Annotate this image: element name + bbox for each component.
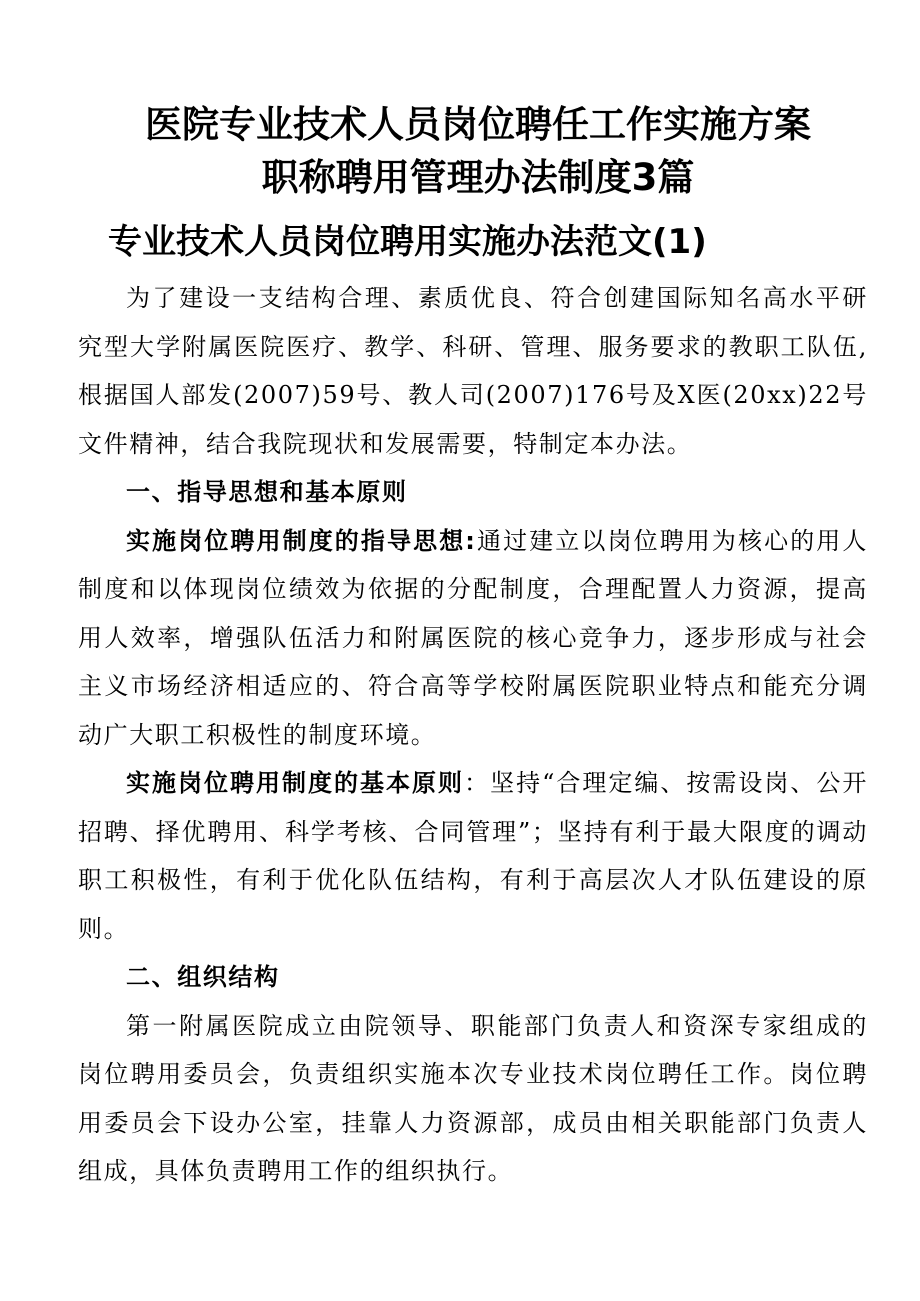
guiding-ideology-text: 通过建立以岗位聘用为核心的用人制度和以体现岗位绩效为依据的分配制度，合理配置人力资源，提高用人效率，增强队伍活力和附属医院的核心竞争力，逐步形成与社会主义市场经济相适应的、符合高等学校附属医院职业特点和能充分调动广大职工积极性的制度环境。 [78,526,868,749]
basic-principle-lead: 实施岗位聘用制度的基本原则 [126,769,465,797]
document-title-line1: 医院专业技术人员岗位聘任工作实施方案 [145,103,811,146]
section-heading-organization: 二、组织结构 [126,963,280,991]
section-heading-principles: 一、指导思想和基本原则 [126,478,408,506]
guiding-ideology-paragraph [78,517,868,760]
organization-paragraph: 第一附属医院成立由院领导、职能部门负责人和资深专家组成的岗位聘用委员会，负责组织实施本次专业技术岗位聘任工作。岗位聘用委员会下设办公室，挂靠人力资源部，成员由相关职能部门负责人组成，具体负责聘用工作的组织执行。 [78,1011,868,1185]
document-subtitle: 专业技术人员岗位聘用实施办法范文(1) [108,222,707,262]
intro-paragraph: 为了建设一支结构合理、素质优良、符合创建国际知名高水平研究型大学附属医院医疗、教学、科研、管理、服务要求的教职工队伍,根据国人部发(2007)59号、教人司(2007)176号及X医(20xx)22号文件精神，结合我院现状和发展需要，特制定本办法。 [78,284,868,458]
guiding-ideology-lead: 实施岗位聘用制度的指导思想: [126,526,477,555]
basic-principle-text: ：坚持“合理定编、按需设岗、公开招聘、择优聘用、科学考核、合同管理”；坚持有利于最大限度的调动职工积极性，有利于优化队伍结构，有利于高层次人才队伍建设的原则。 [78,769,868,943]
basic-principle-paragraph [78,759,868,953]
document-title-line2: 职称聘用管理办法制度3篇 [261,156,695,199]
